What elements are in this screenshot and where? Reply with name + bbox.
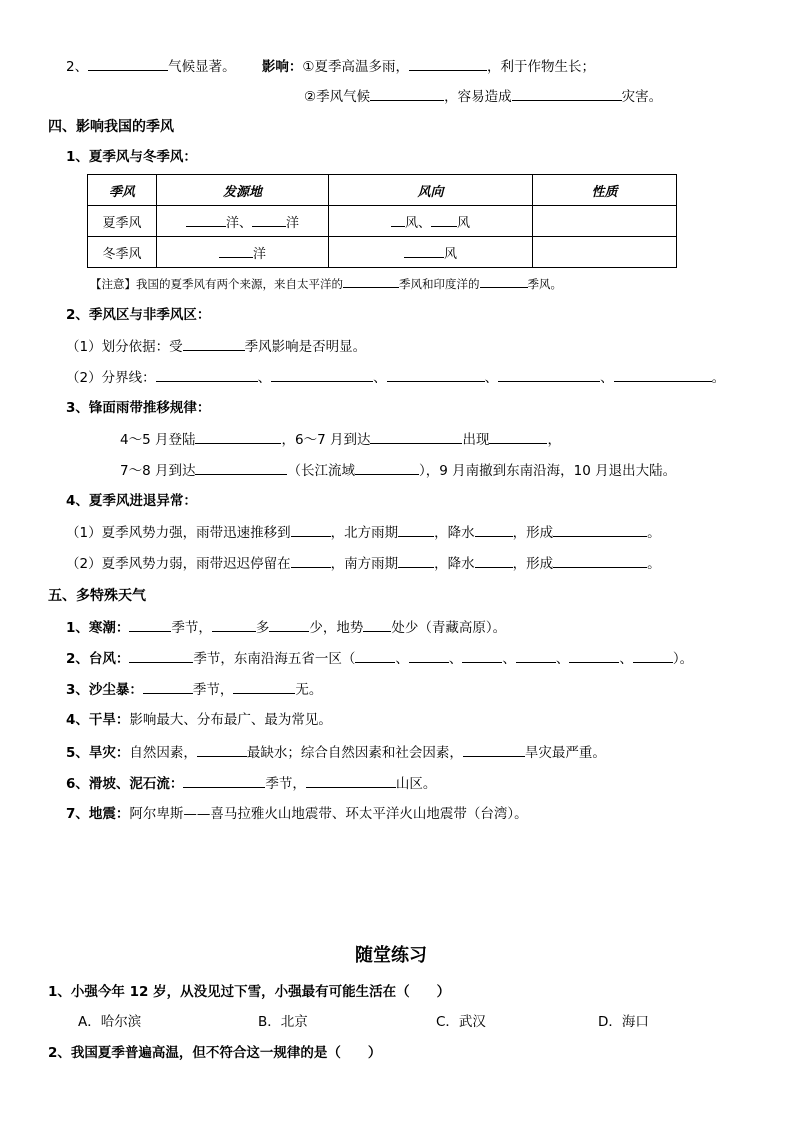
text: ， (547, 432, 561, 448)
winter-direction-cell (329, 237, 533, 268)
text: 4～5 月登陆 (120, 432, 196, 448)
line-3-1 (120, 429, 561, 450)
blank[interactable] (431, 212, 457, 227)
blank[interactable] (387, 367, 485, 382)
blank[interactable] (462, 648, 502, 663)
blank[interactable] (398, 553, 434, 568)
winter-nature-cell[interactable] (533, 237, 677, 268)
blank[interactable] (186, 212, 226, 227)
text: 风 (443, 246, 457, 262)
label: 4、干旱： (66, 712, 130, 728)
label: 5、旱灾： (66, 745, 130, 761)
text: 。 (711, 370, 726, 386)
text: 山区。 (395, 776, 437, 792)
blank[interactable] (291, 553, 331, 568)
line-4-1 (66, 522, 661, 543)
line-2b (304, 86, 662, 107)
text: 旱灾最严重。 (524, 745, 606, 761)
line-4-2 (66, 553, 661, 574)
weather-7 (66, 804, 528, 824)
summer-direction-cell (329, 206, 533, 237)
blank[interactable] (614, 367, 712, 382)
blank[interactable] (475, 553, 513, 568)
summer-monsoon-label: 夏季风 (88, 206, 157, 237)
text: ，降水 (434, 525, 475, 541)
text: 自然因素， (129, 745, 197, 761)
label: 3、沙尘暴： (66, 682, 143, 698)
text: 影响最大、分布最广、最为常见。 (129, 712, 332, 728)
option-b[interactable]: B．北京 (258, 1014, 308, 1030)
text: 洋 (286, 215, 300, 231)
text: 季风影响是否明显。 (244, 339, 367, 355)
text: ，南方雨期 (330, 556, 399, 572)
text: （2）夏季风势力弱，雨带迟迟停留在 (66, 556, 291, 572)
text: 7～8 月到达 (120, 463, 196, 479)
text: 、 (448, 651, 463, 667)
blank[interactable] (370, 86, 444, 101)
winter-source-cell (157, 237, 329, 268)
blank[interactable] (195, 460, 287, 475)
blank[interactable] (498, 367, 600, 382)
header-monsoon: 季风 (88, 175, 157, 206)
blank[interactable] (398, 522, 434, 537)
blank[interactable] (129, 648, 193, 663)
weather-2 (66, 648, 693, 669)
blank[interactable] (219, 243, 253, 258)
text: 、 (600, 370, 614, 386)
text: 、 (502, 651, 516, 667)
text: 、 (395, 651, 409, 667)
question-4-3: 3、锋面雨带推移规律： (66, 400, 211, 416)
text: ，形成 (512, 525, 554, 541)
blank[interactable] (233, 679, 295, 694)
text: 【注意】我国的夏季风有两个来源，来自太平洋的 (90, 277, 343, 291)
text: ）。 (672, 651, 694, 667)
blank[interactable] (463, 742, 525, 757)
note (90, 274, 562, 294)
text: 洋 (252, 246, 266, 262)
text: 、 (619, 651, 633, 667)
table-row (88, 206, 677, 237)
blank[interactable] (355, 460, 419, 475)
header-direction: 风向 (329, 175, 533, 206)
header-nature: 性质 (533, 175, 677, 206)
practice-question-2: 2、我国夏季普遍高温，但不符合这一规律的是（ ） (48, 1045, 382, 1061)
text: 、 (373, 370, 387, 386)
blank[interactable] (143, 679, 193, 694)
text: 多 (255, 620, 270, 636)
blank[interactable] (363, 617, 391, 632)
summer-nature-cell[interactable] (533, 206, 677, 237)
blank[interactable] (271, 367, 373, 382)
summer-source-cell (157, 206, 329, 237)
question-4-2: 2、季风区与非季风区： (66, 307, 211, 323)
section-5-title: 五、多特殊天气 (48, 588, 146, 604)
text: 气候显著。 (168, 59, 236, 75)
line-2-1 (66, 336, 366, 357)
blank[interactable] (480, 276, 528, 288)
blank[interactable] (156, 367, 258, 382)
text: 、 (257, 370, 272, 386)
text: 季节， (192, 682, 234, 698)
option-d[interactable]: D．海口 (598, 1014, 649, 1030)
blank[interactable] (252, 212, 286, 227)
text: 季节， (171, 620, 212, 636)
text: 风、 (404, 215, 431, 231)
text: ，北方雨期 (330, 525, 399, 541)
text: 无。 (295, 682, 323, 698)
text: 风 (457, 215, 471, 231)
text: 季节，东南沿海五省一区（ (193, 651, 356, 667)
blank[interactable] (195, 429, 281, 444)
blank[interactable] (489, 429, 547, 444)
line-2 (66, 56, 595, 77)
blank[interactable] (88, 56, 168, 71)
text: （2）分界线： (66, 370, 156, 386)
text: （长江流域 (287, 463, 355, 479)
text: 少，地势 (309, 620, 364, 636)
text: 季风。 (527, 277, 562, 291)
practice-title: 随堂练习 (355, 945, 427, 966)
label: 7、地震： (66, 806, 130, 822)
text: （1）划分依据：受 (66, 339, 183, 355)
weather-6 (66, 773, 436, 794)
blank[interactable] (183, 336, 245, 351)
option-c[interactable]: C．武汉 (436, 1014, 486, 1030)
blank[interactable] (183, 773, 265, 788)
line-2-2 (66, 367, 725, 388)
blank[interactable] (553, 553, 647, 568)
text: ，利于作物生长； (487, 59, 595, 75)
text: 、 (484, 370, 499, 386)
text: 出现 (462, 432, 490, 448)
blank[interactable] (475, 522, 513, 537)
text: 季节， (265, 776, 306, 792)
label: 2、台风： (66, 651, 130, 667)
label: 1、寒潮： (66, 620, 130, 636)
blank[interactable] (391, 212, 405, 227)
table-header-row (88, 175, 677, 206)
text: ，形成 (512, 556, 554, 572)
blank[interactable] (269, 617, 309, 632)
text: ，容易造成 (444, 89, 512, 105)
line-3-2 (120, 460, 676, 481)
text: 季风和印度洋的 (399, 277, 480, 291)
blank[interactable] (129, 617, 171, 632)
text: 最缺水；综合自然因素和社会因素， (246, 745, 463, 761)
text: 。 (647, 556, 661, 572)
text: 处少（青藏高原）。 (391, 620, 507, 636)
blank[interactable] (291, 522, 331, 537)
text: ，降水 (434, 556, 475, 572)
blank[interactable] (343, 276, 399, 288)
text: ②季风气候 (304, 89, 371, 105)
blank[interactable] (553, 522, 647, 537)
option-a[interactable]: A．哈尔滨 (78, 1014, 142, 1030)
weather-5 (66, 742, 606, 763)
text: ，6～7 月到达 (281, 432, 371, 448)
question-4-1: 1、夏季风与冬季风： (66, 149, 197, 165)
text: （1）夏季风势力强，雨带迅速推移到 (66, 525, 291, 541)
text: 。 (647, 525, 661, 541)
influence-label: 影响： (261, 59, 303, 75)
weather-3 (66, 679, 322, 700)
blank[interactable] (409, 648, 449, 663)
blank[interactable] (370, 429, 462, 444)
table-row (88, 237, 677, 268)
text: 灾害。 (621, 89, 663, 105)
weather-1 (66, 617, 506, 638)
blank[interactable] (516, 648, 556, 663)
monsoon-table (87, 174, 677, 268)
blank[interactable] (512, 86, 622, 101)
blank[interactable] (197, 742, 247, 757)
text: ①夏季高温多雨， (302, 59, 409, 75)
label: 6、滑坡、泥石流： (66, 776, 184, 792)
blank[interactable] (355, 648, 395, 663)
blank[interactable] (306, 773, 396, 788)
practice-question-1: 1、小强今年 12 岁，从没见过下雪，小强最有可能生活在（ ） (48, 984, 451, 1000)
blank[interactable] (409, 56, 487, 71)
section-4-title: 四、影响我国的季风 (48, 119, 174, 135)
blank[interactable] (569, 648, 619, 663)
text: 洋、 (225, 215, 252, 231)
winter-monsoon-label: 冬季风 (88, 237, 157, 268)
item-number: 2、 (66, 59, 89, 75)
header-source: 发源地 (157, 175, 329, 206)
blank[interactable] (212, 617, 256, 632)
text: 阿尔卑斯——喜马拉雅火山地震带、环太平洋火山地震带（台湾）。 (129, 806, 528, 822)
text: 、 (555, 651, 570, 667)
blank[interactable] (404, 243, 444, 258)
blank[interactable] (633, 648, 673, 663)
weather-4 (66, 710, 332, 730)
text: ），9 月南撤到东南沿海，10 月退出大陆。 (418, 463, 677, 479)
question-4-4: 4、夏季风进退异常： (66, 493, 197, 509)
